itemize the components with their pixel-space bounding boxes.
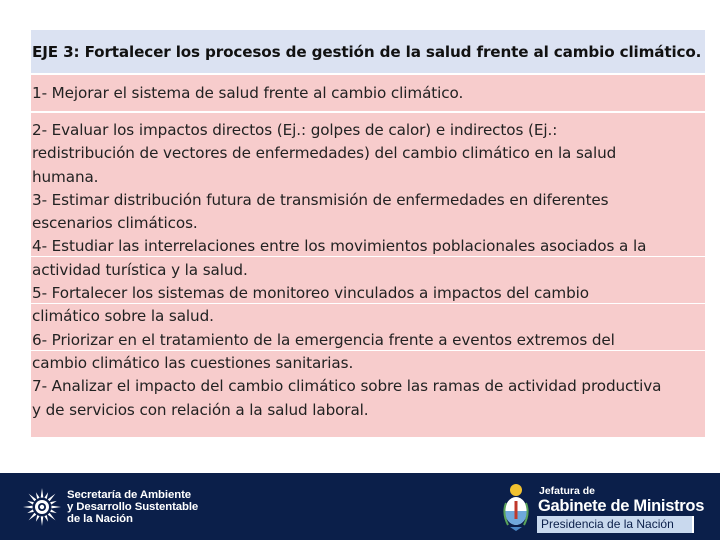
presidencia-text: Presidencia de la Nación [541, 517, 674, 531]
list-item: y de servicios con relación a la salud laboral. [32, 400, 369, 419]
sun-icon [22, 487, 62, 527]
list-item: 4- Estudiar las interrelaciones entre los movimientos poblacionales asociados a la [32, 237, 647, 256]
goals-table [31, 30, 705, 437]
list-item: escenarios climáticos. [32, 214, 198, 233]
list-item: cambio climático las cuestiones sanitarias. [32, 353, 354, 372]
list-item: 7- Analizar el impacto del cambio climático sobre las ramas de actividad productiva [32, 377, 662, 396]
list-item: redistribución de vectores de enfermedades) del cambio climático en la salud [32, 144, 617, 163]
list-item: 5- Fortalecer los sistemas de monitoreo vinculados a impactos del cambio [32, 284, 589, 303]
logo-divider [692, 516, 694, 533]
table-header-text: EJE 3: Fortalecer los procesos de gestión de la salud frente al cambio climático. [32, 42, 702, 61]
list-item: 3- Estimar distribución futura de transmisión de enfermedades en diferentes [32, 190, 609, 209]
table-row [31, 113, 705, 437]
list-item: climático sobre la salud. [32, 307, 214, 326]
coat-of-arms-icon [500, 481, 532, 533]
table-header [31, 30, 705, 75]
list-item: 2- Evaluar los impactos directos (Ej.: golpes de calor) e indirectos (Ej.: [32, 121, 558, 139]
secretaria-logo-text: Secretaría de Ambiente y Desarrollo Sustentable de la Nación [67, 489, 199, 526]
list-item: actividad turística y la salud. [32, 260, 248, 279]
list-item: humana. [32, 167, 99, 186]
jefatura-title-text: Gabinete de Ministros [538, 497, 705, 515]
table-row [31, 75, 705, 113]
list-item: 1- Mejorar el sistema de salud frente al cambio climático. [32, 84, 464, 102]
list-item: 6- Priorizar en el tratamiento de la emergencia frente a eventos extremos del [32, 330, 615, 349]
footer-bar [0, 473, 720, 540]
jefatura-small-text: Jefatura de [539, 485, 596, 497]
